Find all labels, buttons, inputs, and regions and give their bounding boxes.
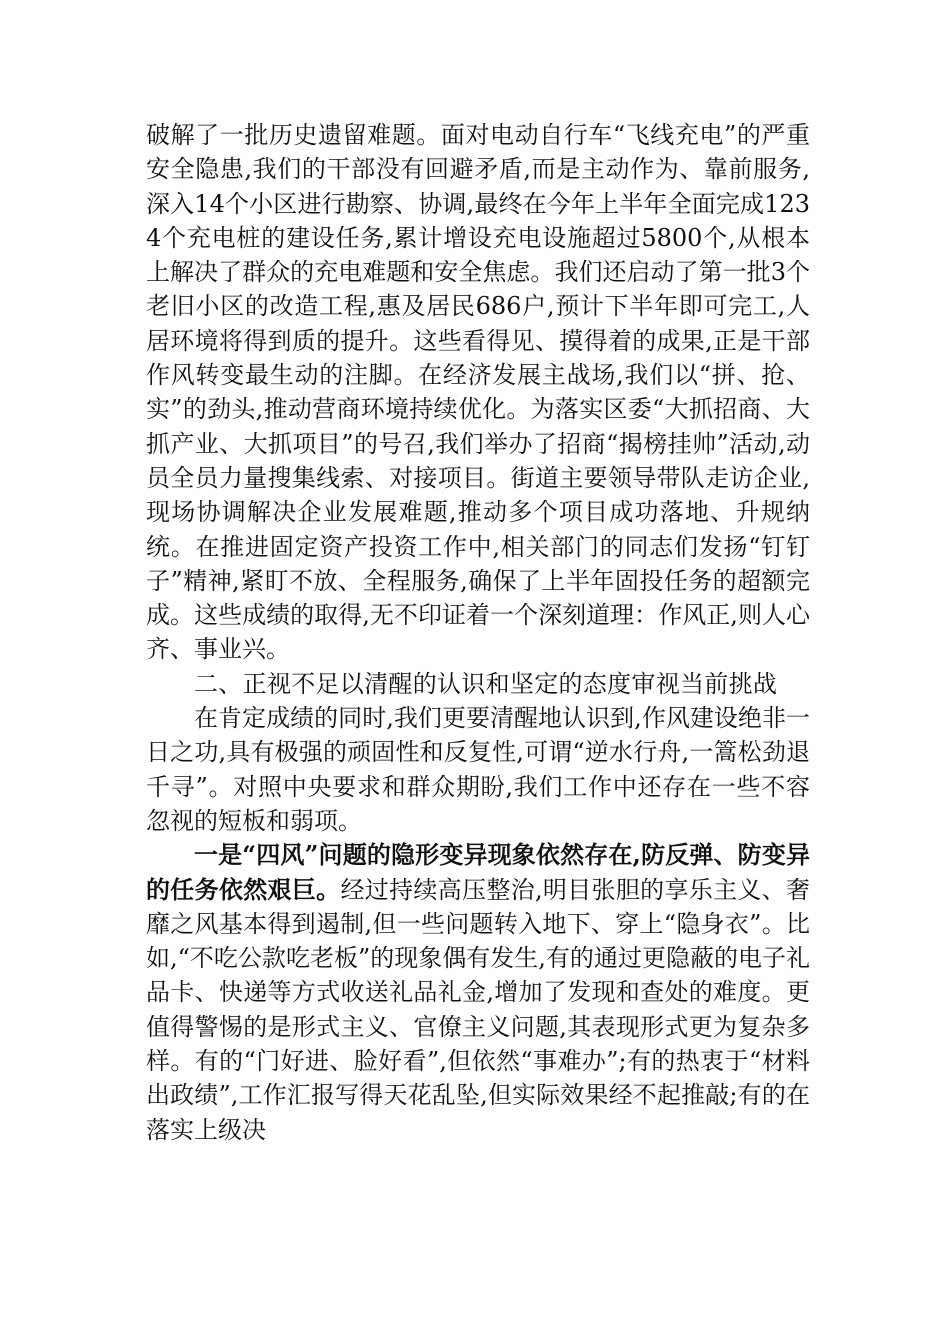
document-body — [146, 118, 810, 1147]
paragraph-3-body-text: 经过持续高压整治,明目张胆的享乐主义、奢靡之风基本得到遏制,但一些问题转入地下、穿上“隐身衣”。比如,“不吃公款吃老板”的现象偶有发生,有的通过更隐蔽的电子礼品卡、快递等方式收送礼品礼金,增加了发现和查处的难度。更值得警惕的是形式主义、官僚主义问题,其表现形式更为复杂多样。有的“门好进、脸好看”,但依然“事难办”;有的热衷于“材料出政绩”,工作汇报写得天花乱坠,但实际效果经不起推敲;有的在落实上级决 — [146, 875, 810, 1144]
section-heading-2: 二、正视不足以清醒的认识和坚定的态度审视当前挑战 — [194, 669, 778, 698]
paragraph-3-lead-sentence: 一是“四风”问题的隐形变异现象依然存在,防反弹、防变异的任务依然艰巨。 — [146, 840, 810, 904]
body-paragraph-3 — [146, 838, 810, 1147]
body-paragraph-1: 破解了一批历史遗留难题。面对电动自行车“飞线充电”的严重安全隐患,我们的干部没有回避矛盾,而是主动作为、靠前服务,深入14个小区进行勘察、协调,最终在今年上半年全面完成1234个充电桩的建设任务,累计增设充电设施超过5800个,从根本上解决了群众的充电难题和安全焦虑。我们还启动了第一批3个老旧小区的改造工程,惠及居民686户,预计下半年即可完工,人居环境将得到质的提升。这些看得见、摸得着的成果,正是干部作风转变最生动的注脚。在经济发展主战场,我们以“拼、抢、实”的劲头,推动营商环境持续优化。为落实区委“大抓招商、大抓产业、大抓项目”的号召,我们举办了招商“揭榜挂帅”活动,动员全员力量搜集线索、对接项目。街道主要领导带队走访企业,现场协调解决企业发展难题,推动多个项目成功落地、升规纳统。在推进固定资产投资工作中,相关部门的同志们发扬“钉钉子”精神,紧盯不放、全程服务,确保了上半年固投任务的超额完成。这些成绩的取得,无不印证着一个深刻道理：作风正,则人心齐、事业兴。 — [146, 121, 810, 664]
body-paragraph-2: 在肯定成绩的同时,我们更要清醒地认识到,作风建设绝非一日之功,具有极强的顽固性和反复性,可谓“逆水行舟,一篙松劲退千寻”。对照中央要求和群众期盼,我们工作中还存在一些不容忽视的短板和弱项。 — [146, 704, 810, 835]
